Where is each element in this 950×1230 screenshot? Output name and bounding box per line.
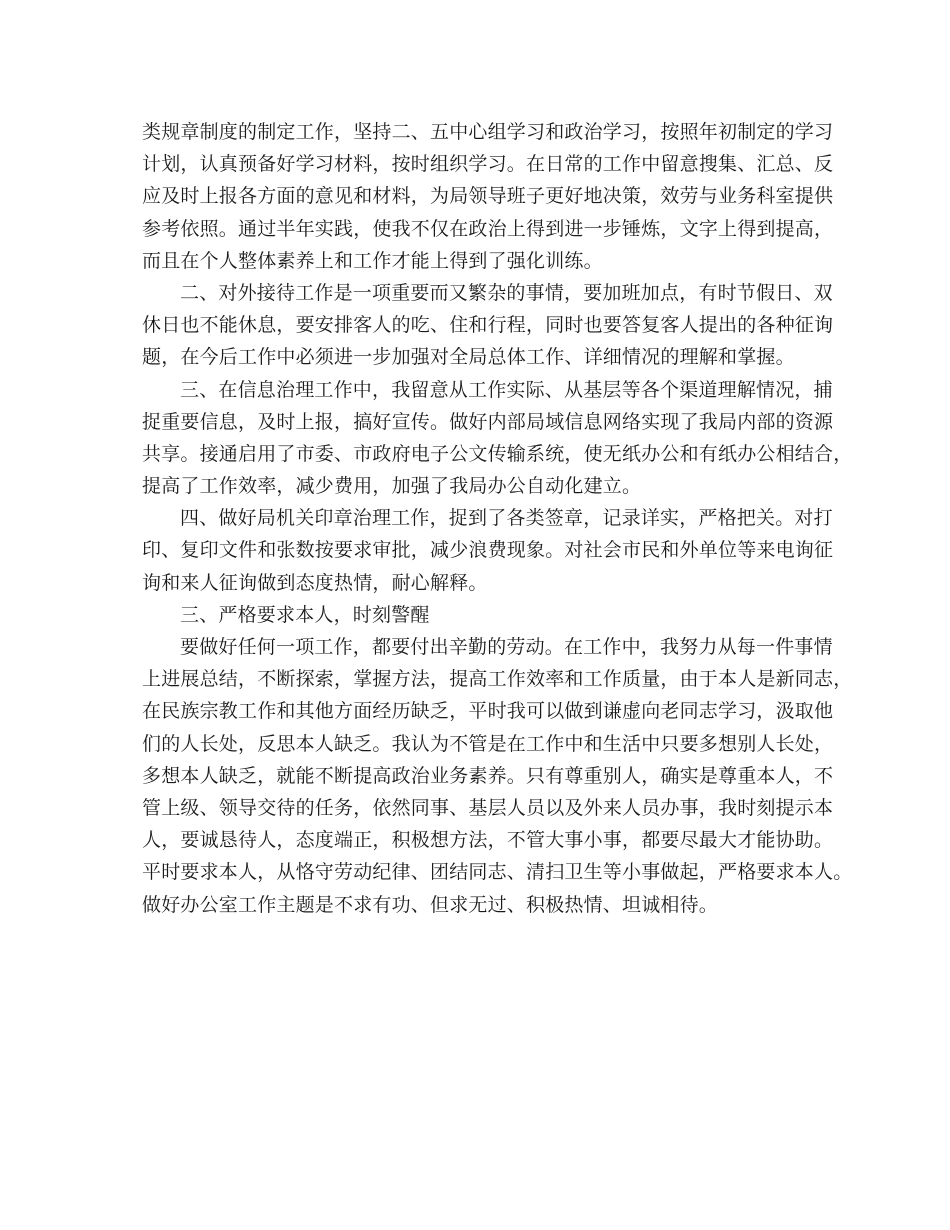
- text-line: 要做好任何一项工作，都要付出辛勤的劳动。在工作中，我努力从每一件事情: [180, 636, 833, 658]
- text-line: 休日也不能休息，要安排客人的吃、住和行程，同时也要答复客人提出的各种征询: [142, 314, 834, 337]
- text-line: 计划，认真预备好学习材料，按时组织学习。在日常的工作中留意搜集、汇总、反: [142, 153, 834, 176]
- text-line: 人，要诚恳待人，态度端正，积极想方法，不管大事小事，都要尽最大才能协助。: [142, 829, 834, 852]
- section-heading-text: 三、严格要求本人，时刻警醒: [180, 603, 430, 626]
- paragraph-4: [142, 502, 834, 599]
- paragraph-3: [142, 374, 853, 503]
- text-line: 上进展总结，不断探索，掌握方法，提高工作效率和工作质量，由于本人是新同志，: [142, 668, 853, 691]
- text-line: 多想本人缺乏，就能不断提高政治业务素养。只有尊重别人，确实是尊重本人，不: [142, 764, 834, 787]
- section-heading: [142, 599, 822, 631]
- text-line: 而且在个人整体素养上和工作才能上得到了强化训练。: [142, 249, 603, 272]
- text-line: 管上级、领导交待的任务，依然同事、基层人员以及外来人员办事，我时刻提示本: [142, 796, 834, 819]
- text-line: 捉重要信息，及时上报，搞好宣传。做好内部局域信息网络实现了我局内部的资源: [142, 410, 834, 433]
- text-line: 做好办公室工作主题是不求有功、但求无过、积极热情、坦诚相待。: [142, 893, 719, 916]
- text-line: 应及时上报各方面的意见和材料，为局领导班子更好地决策，效劳与业务科室提供: [142, 185, 834, 208]
- text-line: 类规章制度的制定工作，坚持二、五中心组学习和政治学习，按照年初制定的学习: [142, 121, 834, 143]
- text-line: 二、对外接待工作是一项重要而又繁杂的事情，要加班加点，有时节假日、双: [180, 281, 833, 304]
- text-line: 参考依照。通过半年实践，使我不仅在政治上得到进一步锤炼，文字上得到提高，: [142, 217, 834, 240]
- paragraph-5: [142, 631, 853, 921]
- text-line: 询和来人征询做到态度热情，耐心解释。: [142, 571, 488, 594]
- text-line: 题，在今后工作中必须进一步加强对全局总体工作、详细情况的理解和掌握。: [142, 346, 795, 369]
- text-line: 提高了工作效率，减少费用，加强了我局办公自动化建立。: [142, 475, 642, 498]
- text-line: 三、在信息治理工作中，我留意从工作实际、从基层等各个渠道理解情况，捕: [180, 378, 833, 401]
- text-line: 四、做好局机关印章治理工作，捉到了各类签章，记录详实，严格把关。对打: [180, 507, 833, 530]
- text-line: 平时要求本人，从恪守劳动纪律、团结同志、清扫卫生等小事做起，严格要求本人。: [142, 861, 853, 884]
- text-line: 们的人长处，反思本人缺乏。我认为不管是在工作中和生活中只要多想别人长处，: [142, 732, 834, 755]
- text-line: 印、复印文件和张数按要求审批，减少浪费现象。对社会市民和外单位等来电询征: [142, 539, 834, 562]
- text-line: 在民族宗教工作和其他方面经历缺乏，平时我可以做到谦虚向老同志学习，汲取他: [142, 700, 834, 723]
- paragraph-2: [142, 277, 834, 374]
- document-body: [142, 116, 853, 921]
- paragraph-1: [142, 116, 834, 277]
- text-line: 共享。接通启用了市委、市政府电子公文传输系统，使无纸办公和有纸办公相结合，: [142, 442, 853, 465]
